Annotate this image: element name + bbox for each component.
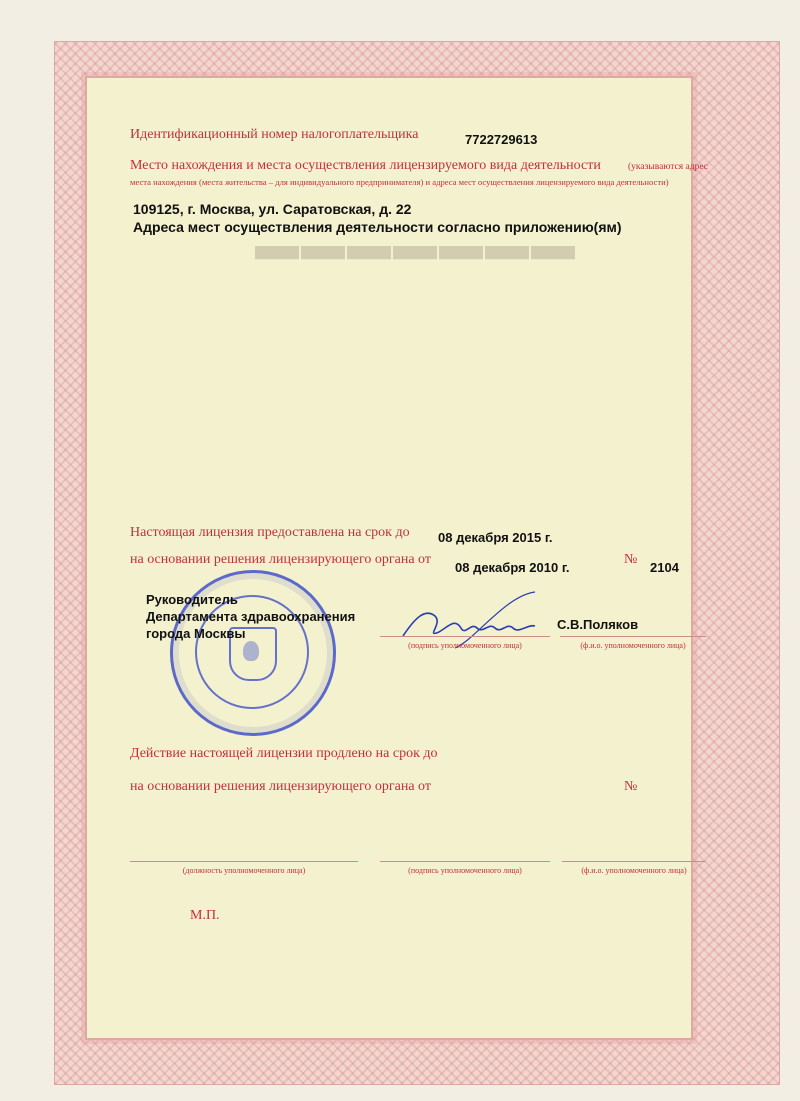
location-label: Место нахождения и места осуществления лицензируемого вида деятельности [130, 158, 601, 173]
signature-line [380, 636, 550, 637]
extension-signature-line [380, 861, 550, 862]
inn-value: 7722729613 [465, 132, 538, 147]
license-term-value: 08 декабря 2015 г. [438, 530, 553, 545]
inn-label: Идентификационный номер налогоплательщика [130, 127, 419, 142]
signatory-title-line-2: Департамента здравоохранения [146, 609, 356, 624]
license-basis-label: на основании решения лицензирующего органа от [130, 552, 431, 567]
name-caption: (ф.и.о. уполномоченного лица) [580, 641, 686, 650]
extension-position-line [130, 861, 358, 862]
signature-caption: (подпись уполномоченного лица) [408, 641, 522, 650]
extension-basis-label: на основании решения лицензирующего органа от [130, 779, 431, 794]
extension-position-caption: (должность уполномоченного лица) [182, 866, 306, 875]
license-number-sign: № [624, 552, 638, 567]
extension-number-sign: № [624, 779, 638, 794]
license-basis-date: 08 декабря 2010 г. [455, 560, 570, 575]
signatory-name: С.В.Поляков [557, 617, 639, 632]
name-line [560, 636, 706, 637]
address-line-2: Адреса мест осуществления деятельности согласно приложению(ям) [133, 219, 622, 235]
bleed-through-decoration: ▬▬▬▬▬▬▬ [255, 236, 577, 285]
license-number-value: 2104 [650, 560, 679, 575]
location-note-2: места нахождения (места жительства – для индивидуального предпринимателя) и адреса мест осуществления лицензируемого вида деятельности) [130, 177, 669, 187]
location-note-1: (указываются адрес [628, 162, 708, 172]
address-line-1: 109125, г. Москва, ул. Саратовская, д. 22 [133, 201, 412, 217]
signatory-title-line-1: Руководитель [146, 592, 238, 607]
extension-name-line [562, 861, 706, 862]
license-term-label: Настоящая лицензия предоставлена на срок до [130, 525, 410, 540]
extension-name-caption: (ф.и.о. уполномоченного лица) [581, 866, 687, 875]
signatory-title-line-3: города Москвы [146, 626, 246, 641]
extension-signature-caption: (подпись уполномоченного лица) [408, 866, 522, 875]
seal-place-label: М.П. [190, 908, 220, 923]
extension-term-label: Действие настоящей лицензии продлено на срок до [130, 746, 438, 761]
